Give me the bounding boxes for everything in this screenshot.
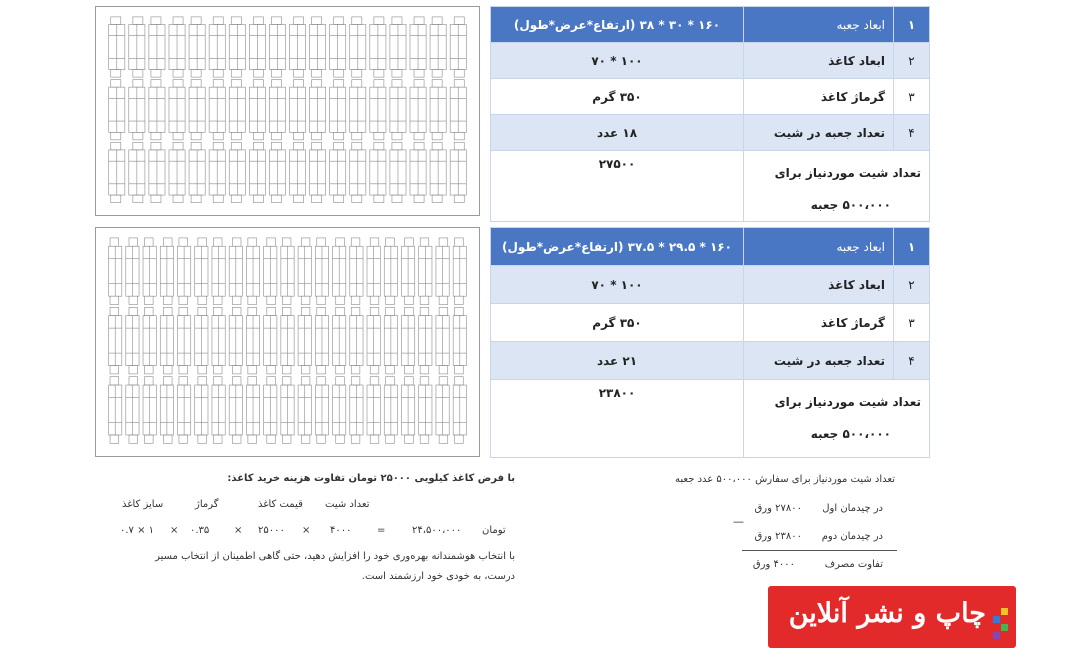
row-value: ۱۰۰ * ۷۰ bbox=[491, 266, 744, 304]
row-value: ۱۶۰ * ۳۰ * ۳۸ (ارتفاع*عرض*طول) bbox=[491, 7, 744, 43]
row-number: ۱ bbox=[894, 7, 930, 43]
table-row bbox=[491, 342, 930, 380]
sheets-needed-label-line1: تعداد شیت موردنیاز برای bbox=[774, 395, 921, 409]
minus-sign: — bbox=[733, 515, 744, 528]
formula-times-2: × bbox=[234, 525, 243, 536]
col-grammage-label: گرماژ bbox=[195, 499, 219, 510]
logo-square-icon bbox=[1001, 624, 1008, 631]
row-label: ابعاد کاغذ bbox=[744, 43, 894, 79]
row-value: ۱۶۰ * ۲۹.۵ * ۳۷.۵ (ارتفاع*عرض*طول) bbox=[491, 228, 744, 266]
logo-square-icon bbox=[993, 632, 1000, 639]
table-row bbox=[491, 151, 930, 222]
row-value: ۳۵۰ گرم bbox=[491, 304, 744, 342]
table-row bbox=[491, 228, 930, 266]
spec-table-1 bbox=[490, 6, 930, 222]
formula-grammage: ۰.۳۵ bbox=[190, 525, 210, 536]
logo-text: چاپ و نشر آنلاین bbox=[788, 598, 986, 629]
col-sheets-label: تعداد شیت bbox=[325, 499, 370, 510]
row-label: تعداد جعبه در شیت bbox=[744, 115, 894, 151]
box-layout-2-diagram bbox=[95, 227, 480, 457]
sheets-needed-value: ۲۳۸۰۰ bbox=[491, 380, 744, 458]
table-row bbox=[491, 115, 930, 151]
row-number: ۱ bbox=[894, 228, 930, 266]
formula-equals: = bbox=[377, 525, 386, 536]
table-row bbox=[491, 304, 930, 342]
row-number: ۳ bbox=[894, 304, 930, 342]
row-label: ابعاد جعبه bbox=[744, 7, 894, 43]
row-label: گرماژ کاغذ bbox=[744, 79, 894, 115]
table-row bbox=[491, 43, 930, 79]
row-number: ۲ bbox=[894, 266, 930, 304]
layout1-label: در چیدمان اول bbox=[822, 503, 883, 514]
formula-total: ۲۴،۵۰۰،۰۰۰ bbox=[412, 525, 462, 536]
layout1-value: ۲۷۸۰۰ ورق bbox=[754, 503, 802, 514]
sheets-summary-heading: تعداد شیت موردنیاز برای سفارش ۵۰۰،۰۰۰ عدد جعبه bbox=[675, 474, 895, 485]
table-row bbox=[491, 380, 930, 458]
sheets-needed-value: ۲۷۵۰۰ bbox=[491, 151, 744, 222]
row-value: ۱۰۰ * ۷۰ bbox=[491, 43, 744, 79]
row-label: تعداد جعبه در شیت bbox=[744, 342, 894, 380]
sheets-needed-label-line1: تعداد شیت موردنیاز برای bbox=[774, 166, 921, 180]
formula-sheets: ۴۰۰۰ bbox=[330, 525, 352, 536]
box-layout-1-diagram bbox=[95, 6, 480, 216]
sheets-needed-label bbox=[744, 151, 930, 222]
table-row bbox=[491, 266, 930, 304]
logo-square-icon bbox=[1001, 608, 1008, 615]
note-paragraph-line-1: با انتخاب هوشمندانه بهره‌وری خود را افزایش دهید، حتی گاهی اطمینان از انتخاب مسیر bbox=[155, 551, 515, 562]
table-row bbox=[491, 79, 930, 115]
die-cut-layout-1 bbox=[96, 7, 479, 215]
row-value: ۳۵۰ گرم bbox=[491, 79, 744, 115]
formula-times-3: × bbox=[170, 525, 179, 536]
sheets-needed-label-line2: ۵۰۰،۰۰۰ جعبه bbox=[810, 427, 891, 441]
cost-heading: با فرض کاغذ کیلویی ۲۵۰۰۰ تومان تفاوت هزینه خرید کاغذ: bbox=[227, 473, 515, 484]
layout2-value: ۲۳۸۰۰ ورق bbox=[754, 531, 802, 542]
publisher-logo bbox=[768, 586, 1016, 648]
spec-table-2 bbox=[490, 227, 930, 458]
row-label: گرماژ کاغذ bbox=[744, 304, 894, 342]
row-number: ۳ bbox=[894, 79, 930, 115]
die-cut-layout-2 bbox=[96, 228, 479, 456]
row-label: ابعاد جعبه bbox=[744, 228, 894, 266]
layout2-label: در چیدمان دوم bbox=[821, 531, 883, 542]
sheets-needed-label bbox=[744, 380, 930, 458]
formula-unit: تومان bbox=[482, 525, 506, 536]
row-value: ۱۸ عدد bbox=[491, 115, 744, 151]
note-paragraph-line-2: درست، به خودی خود ارزشمند است. bbox=[361, 571, 515, 582]
difference-value: ۴۰۰۰ ورق bbox=[752, 559, 795, 570]
row-value: ۲۱ عدد bbox=[491, 342, 744, 380]
table-row bbox=[491, 7, 930, 43]
difference-label: تفاوت مصرف bbox=[824, 559, 883, 570]
sum-divider bbox=[742, 550, 897, 551]
row-number: ۲ bbox=[894, 43, 930, 79]
formula-times-1: × bbox=[302, 525, 311, 536]
row-number: ۴ bbox=[894, 115, 930, 151]
sheets-needed-label-line2: ۵۰۰،۰۰۰ جعبه bbox=[810, 198, 891, 212]
formula-price: ۲۵۰۰۰ bbox=[258, 525, 285, 536]
logo-square-icon bbox=[993, 616, 1000, 623]
row-label: ابعاد کاغذ bbox=[744, 266, 894, 304]
formula-size: ۱ × ۰.۷ bbox=[120, 525, 155, 536]
row-number: ۴ bbox=[894, 342, 930, 380]
col-size-label: سایز کاغذ bbox=[122, 499, 164, 510]
col-price-label: قیمت کاغذ bbox=[258, 499, 303, 510]
